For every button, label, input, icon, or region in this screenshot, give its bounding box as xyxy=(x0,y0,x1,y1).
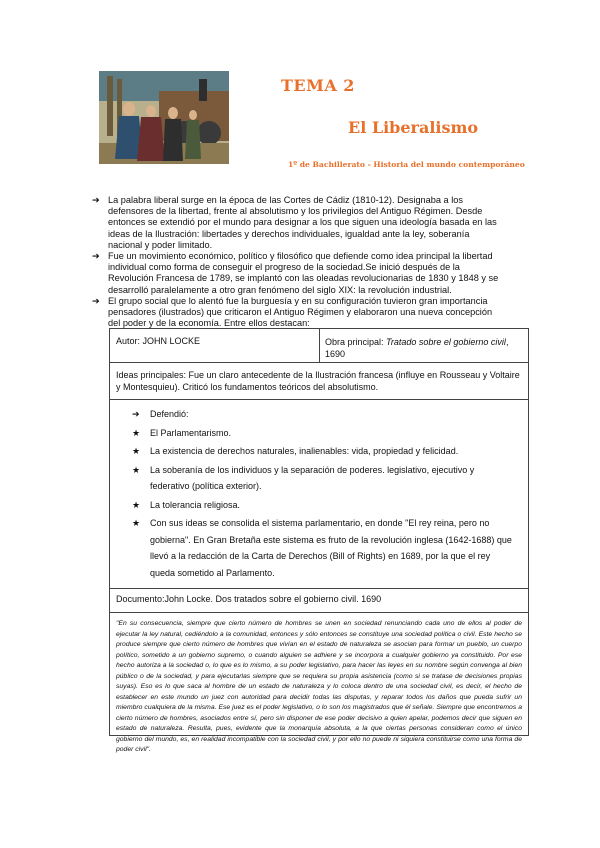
defended-text: El Parlamentarismo. xyxy=(150,427,232,438)
defended-text: La existencia de derechos naturales, inalienables: vida, propiedad y felicidad. xyxy=(150,446,459,456)
course-subtitle: 1º de Bachillerato - Historia del mundo contemporáneo xyxy=(288,160,525,169)
star-icon: ★ xyxy=(132,518,141,528)
document-row: Documento:John Locke. Dos tratados sobre el gobierno civil. 1690 xyxy=(110,589,528,613)
author-cell: Autor: JOHN LOCKE xyxy=(110,329,320,362)
intro-list xyxy=(92,195,504,329)
defended-item xyxy=(132,443,512,460)
arrow-right-icon: ➔ xyxy=(92,295,100,306)
defended-item xyxy=(132,462,512,495)
main-work-title: Tratado sobre el gobierno civil xyxy=(386,337,506,347)
star-icon: ★ xyxy=(132,464,141,475)
defended-item xyxy=(132,425,512,442)
defended-item xyxy=(132,515,512,581)
intro-text: La palabra liberal surge en la época de las Cortes de Cádiz (1810-12). Designaba a los defensores de la libertad, frente al absolutismo y los privilegios del Antiguo Régimen. Desde entonces se extendió por el mundo para designar a los que siguen una ideología basada en las ideas de la Ilustración: libertades y derechos individuales, igualdad ante la ley, soberanía nacional y poder limitado. xyxy=(108,195,497,250)
star-icon: ★ xyxy=(132,427,141,438)
defended-text: La tolerancia religiosa. xyxy=(150,499,241,510)
main-work-year: , 1690 xyxy=(325,337,509,359)
defended-text: Con sus ideas se consolida el sistema parlamentario, en donde "El rey reina, pero no gobierna". En Gran Bretaña este sistema es fruto de la revolución inglesa (1642-1688) que llevó a la redacción de la Carta de Derechos (Bill of Rights) en 1689, por la que el rey queda sometido al Parlamento. xyxy=(150,518,512,578)
defended-heading xyxy=(132,406,512,423)
arrow-right-icon: ➔ xyxy=(132,409,140,419)
defended-text: La soberanía de los individuos y la separación de poderes. legislativo, ejecutivo y federativo (política exterior). xyxy=(150,464,475,491)
main-ideas-row: Ideas principales: Fue un claro antecedente de la Ilustración francesa (influye en Rousseau y Voltaire y Montesquieu). Criticó los fundamentos teóricos del absolutismo. xyxy=(110,363,528,400)
intro-item xyxy=(92,296,504,330)
arrow-right-icon: ➔ xyxy=(92,251,100,262)
star-icon: ★ xyxy=(132,499,141,510)
intro-item xyxy=(92,251,504,296)
defended-item xyxy=(132,497,512,514)
page-title: El Liberalismo xyxy=(348,118,479,137)
intro-text: El grupo social que lo alentó fue la burguesía y en su configuración tuvieron gran importancia pensadores (ilustrados) que criticaron el Antiguo Régimen y elaboraron una nueva concepción del poder y de la economía. Entre ellos destacan: xyxy=(108,295,493,329)
quote-row: "En su consecuencia, siempre que cierto número de hombres se unen en sociedad renunciando cada uno de ellos al poder de ejecutar la ley natural, cediéndolo a la comunidad, entonces y sólo entonces se constituye una sociedad política o civil. Este hecho se produce siempre que cierto número de hombres que vivían en el estado de naturaleza se asocian para formar un pueblo, un cuerpo político, sometido a un gobierno supremo, o cuando alguien se adhiere y se incorpora a cualquier gobierno ya constituido. Por ese hecho autoriza a la sociedad o, lo que es lo mismo, a su poder legislativo, para hacer las leyes en su nombre según convenga al bien público o de la sociedad, y para ejecutarlas siempre que se requiera su propia asistencia (como si se tratase de decisiones propias suyas). Eso es lo que saca al hombre de un estado de naturaleza y lo coloca dentro de una sociedad civil, es decir, el hecho de establecer en este mundo un juez con autoridad para decidir todas las disputas, y reparar todos los daños que pueda sufrir un miembro cualquiera de la misma. Ese juez es el poder legislativo, o lo son los magistrados que él señale. Siempre que encontremos a cierto número de hombres, asociados entre sí, pero sin disponer de ese poder decisivo a quien apelar, podemos decir que siguen en estado de naturaleza. Resulta, pues, evidente que la monarquía absoluta, a la que ciertas personas consideran como el único gobierno del mundo, es, en realidad incompatible con la sociedad civil, y por ello no puede ni siquiera constituirse como una forma de poder civil". xyxy=(116,620,522,753)
main-work-label: Obra principal: xyxy=(325,337,387,347)
defended-label: Defendió: xyxy=(150,409,189,419)
historical-illustration xyxy=(99,71,229,164)
defended-list xyxy=(132,406,512,583)
intro-text: Fue un movimiento económico, político y filosófico que defiende como idea principal la libertad individual como forma de conseguir el progreso de la sociedad.Se inició después de la Revolución Francesa de 1789, se implantó con las oleadas revolucionarias de 1830 y 1848 y se desarrolló paralelamente a otro gran fenómeno del siglo XIX: la revolución industrial. xyxy=(108,251,499,295)
star-icon: ★ xyxy=(132,446,141,456)
defended-row xyxy=(110,400,528,589)
locke-table xyxy=(109,328,529,753)
unit-label: TEMA 2 xyxy=(281,76,355,95)
author-row xyxy=(110,329,528,363)
arrow-right-icon: ➔ xyxy=(92,195,100,205)
intro-item xyxy=(92,195,504,251)
